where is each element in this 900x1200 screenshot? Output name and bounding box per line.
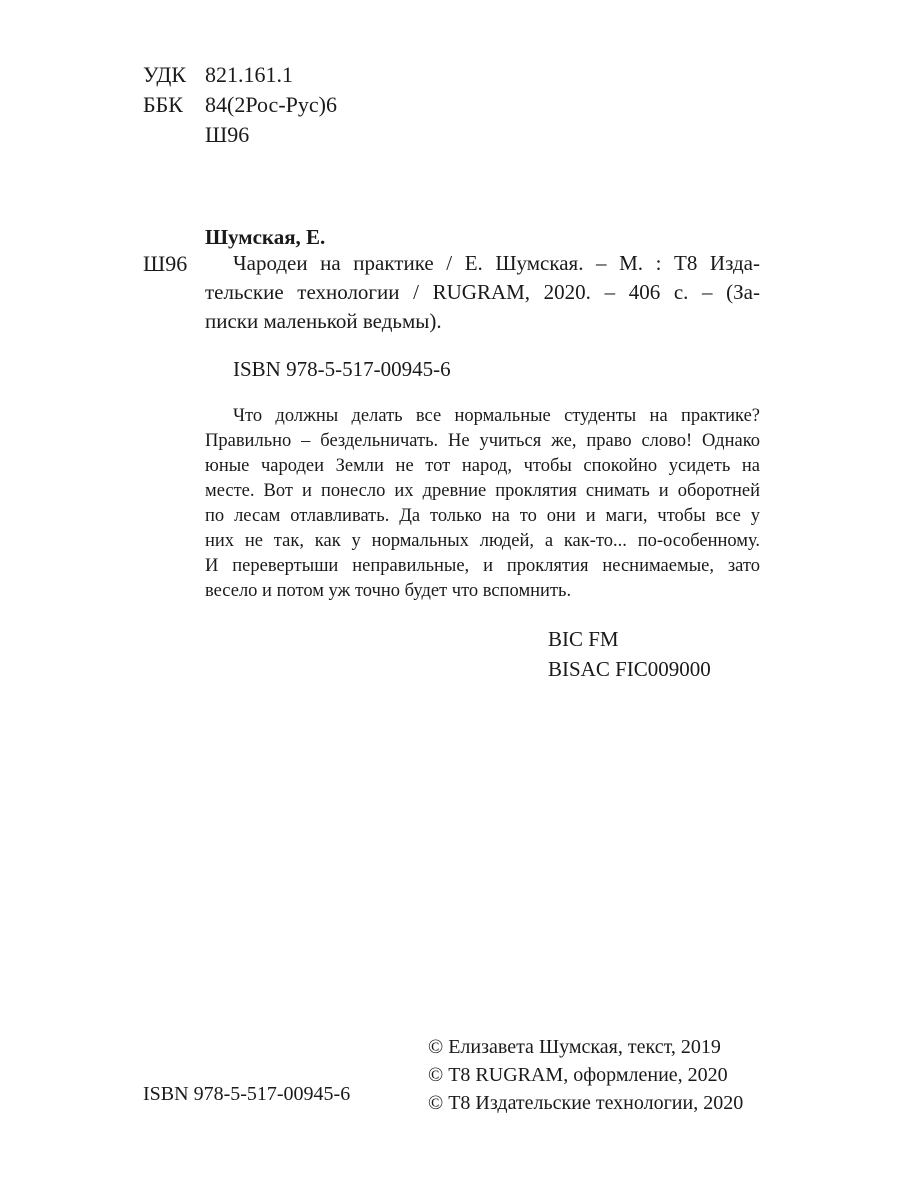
classification-row-author-mark: [143, 120, 337, 150]
record-isbn: ISBN 978-5-517-00945-6: [233, 357, 451, 381]
bisac-code: BISAC FIC009000: [548, 657, 711, 681]
footer-isbn: ISBN 978-5-517-00945-6: [143, 1083, 351, 1105]
annotation-line: Правильно – бездельничать. Не учиться же, право слово! Однако: [205, 431, 760, 451]
record-author-mark: Ш96: [143, 251, 188, 276]
classification-value: Ш96: [205, 122, 250, 147]
copyright-block: [428, 1033, 743, 1117]
annotation-line: весело и потом уж точно будет что вспомнить.: [205, 581, 572, 601]
annotation-line: них не так, как у нормальных людей, а как-то... по-особенному.: [205, 531, 760, 551]
record-author: Шумская, Е.: [205, 225, 326, 249]
classification-row-bbk: [143, 90, 337, 120]
classification-value: 84(2Рос-Рус)6: [205, 92, 337, 117]
annotation: [205, 404, 760, 604]
bib-line: писки маленькой ведьмы).: [205, 309, 442, 333]
classification-label: ББК: [143, 92, 183, 117]
annotation-line: месте. Вот и понесло их древние проклятия снимать и оборотней: [205, 481, 760, 501]
copyright-line: © Т8 RUGRAM, оформление, 2020: [428, 1064, 728, 1086]
classification-row-udk: [143, 60, 337, 90]
annotation-line: по лесам отлавливать. Да только на то они и маги, чтобы все у: [205, 506, 760, 526]
bib-line: Чародеи на практике / Е. Шумская. – М. : Т8 Изда-: [233, 251, 760, 275]
copyright-line: © Т8 Издательские технологии, 2020: [428, 1092, 744, 1114]
classification-block: [143, 60, 337, 150]
annotation-line: И перевертыши неправильные, и проклятия неснимаемые, зато: [205, 556, 760, 576]
annotation-line: юные чародеи Земли не тот народ, чтобы спокойно усидеть на: [205, 456, 760, 476]
classification-value: 821.161.1: [205, 62, 293, 87]
classification-label: УДК: [143, 62, 187, 87]
bib-line: тельские технологии / RUGRAM, 2020. – 406 с. – (За-: [205, 280, 760, 304]
bic-code: BIC FM: [548, 627, 619, 651]
classification-label: [143, 120, 205, 150]
copyright-line: © Елизавета Шумская, текст, 2019: [428, 1036, 721, 1058]
subject-codes: [548, 624, 711, 684]
annotation-line: Что должны делать все нормальные студенты на практике?: [233, 406, 760, 426]
bibliographic-description: [205, 249, 760, 336]
